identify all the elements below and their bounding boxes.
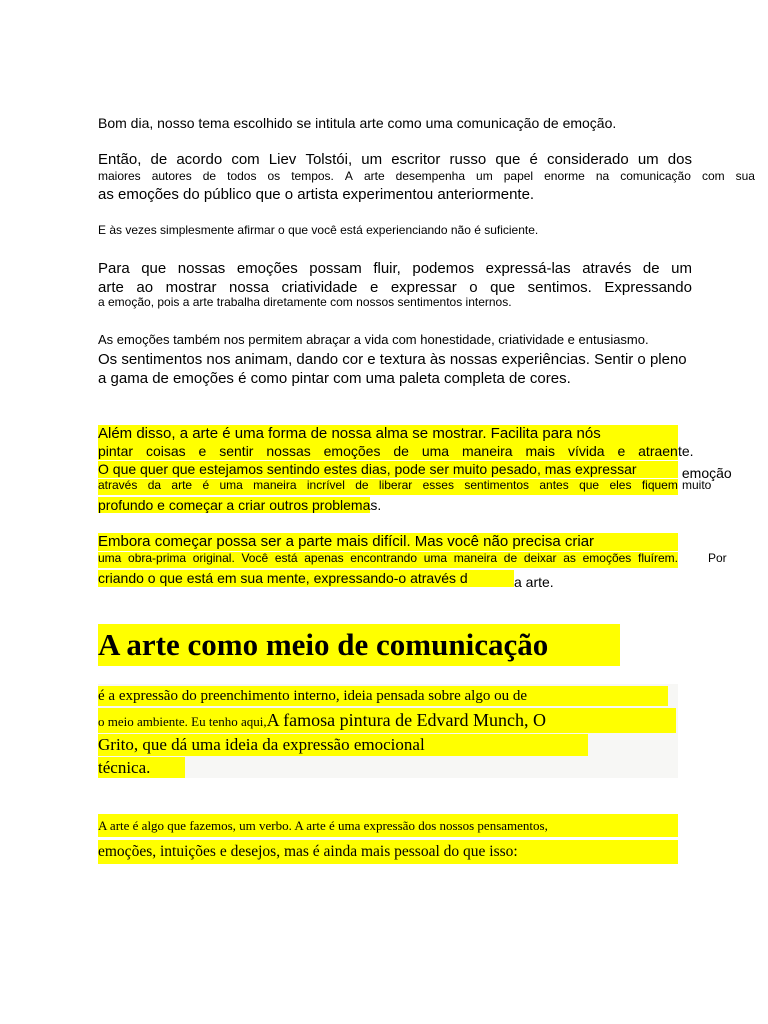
word: escritor: [391, 151, 441, 168]
word: emoções: [323, 443, 381, 459]
word: original.: [192, 551, 235, 565]
p5-line-4-highlight: [98, 479, 678, 495]
p4-line-2: Os sentimentos nos animam, dando cor e textura às nossas experiências. Sentir o pleno: [98, 351, 687, 368]
word: russo: [449, 151, 487, 168]
p8-line-1: [98, 814, 678, 837]
p5-line-3-text: O que quer que estejamos sentindo estes dias, pode ser muito pesado, mas expressar: [98, 461, 678, 478]
p5-line-3: [98, 461, 738, 481]
word: de: [202, 169, 217, 183]
word: Então,: [98, 151, 142, 168]
p8-line-2: [98, 840, 678, 864]
word: sentimos.: [527, 279, 592, 296]
word: maneira: [461, 443, 513, 459]
word: podemos: [412, 260, 475, 277]
word: com: [701, 169, 725, 183]
intro-paragraph: Bom dia, nosso tema escolhido se intitula arte como uma comunicação de emoção.: [98, 115, 617, 131]
word: emoções: [236, 260, 298, 277]
word: da: [147, 478, 162, 492]
p6-line-3: [98, 570, 554, 590]
p5-line-1: [98, 425, 678, 443]
word: expressá-las: [485, 260, 571, 277]
p6-line-1: [98, 533, 678, 551]
p7-line-4: [98, 757, 185, 778]
p4-line-1: As emoções também nos permitem abraçar a vida com honestidade, criatividade e entusiasmo.: [98, 332, 649, 347]
word: vívida: [567, 443, 605, 459]
p5-line-5: [98, 497, 381, 514]
p4-line-3: a gama de emoções é como pintar com uma paleta completa de cores.: [98, 370, 571, 387]
word: criatividade: [281, 279, 358, 296]
word: eles: [609, 478, 632, 492]
word: um: [361, 151, 383, 168]
word: pintar: [98, 443, 134, 459]
word: através: [98, 478, 138, 492]
word: um: [637, 151, 659, 168]
word: comunicação: [620, 169, 691, 183]
word: incrível: [306, 478, 345, 492]
word: atraen: [638, 443, 678, 459]
word: que: [141, 260, 167, 277]
word: e: [369, 279, 379, 296]
word: está: [274, 551, 298, 565]
word: papel: [503, 169, 534, 183]
word: obra-prima: [128, 551, 187, 565]
word: arte: [98, 279, 124, 296]
word: com: [231, 151, 260, 168]
p3-line-1: [98, 260, 692, 277]
word: de: [503, 551, 518, 565]
word: desempenha: [395, 169, 466, 183]
p5-line-1-text: Além disso, a arte é uma forma de nossa alma se mostrar. Facilita para nós: [98, 425, 601, 442]
word: dos: [667, 151, 692, 168]
word: uma: [98, 551, 122, 565]
word: Expressando: [604, 279, 692, 296]
word: Liev: [268, 151, 297, 168]
p7-line-2: [98, 708, 676, 733]
word: liberar: [378, 478, 413, 492]
p2-paragraph: E às vezes simplesmente afirmar o que você está experienciando não é suficiente.: [98, 223, 539, 237]
word: um: [671, 260, 692, 277]
word: A: [344, 169, 353, 183]
word: de: [355, 478, 369, 492]
word: maneira: [453, 551, 498, 565]
word: ao: [136, 279, 154, 296]
section-heading: [98, 624, 620, 666]
word: e: [198, 443, 207, 459]
p5-line-5-text: profundo e começar a criar outros problema: [98, 497, 371, 513]
word: encontrando: [350, 551, 418, 565]
word: Para: [98, 260, 130, 277]
word: considerado: [546, 151, 629, 168]
p5-line-2-highlight: [98, 443, 678, 460]
word: fluir,: [373, 260, 401, 277]
word: na: [595, 169, 610, 183]
p5-line-4-tail: muito: [682, 478, 712, 492]
word: é: [202, 478, 210, 492]
word: expressar: [390, 279, 457, 296]
p6-line-1-text: Embora começar possa ser a parte mais difícil. Mas você não precisa criar: [98, 533, 595, 550]
word: fiquem: [641, 478, 678, 492]
p1-line-3: as emoções do público que o artista experimentou anteriormente.: [98, 186, 535, 203]
p5-line-3-tail: emoção: [678, 465, 732, 481]
word: através: [582, 260, 632, 277]
word: antes: [539, 478, 569, 492]
word: um: [476, 169, 493, 183]
word: é: [529, 151, 538, 168]
p6-line-3-text: criando o que está em sua mente, expressando-o através d: [98, 570, 514, 587]
word: Tolstói,: [305, 151, 353, 168]
p7-line-3-text: Grito, que dá uma ideia da expressão emocional: [98, 735, 425, 754]
p7-line-3: [98, 734, 588, 756]
word: tempos.: [291, 169, 334, 183]
word: nossas: [266, 443, 311, 459]
word: que: [579, 478, 600, 492]
p5-line-4: [98, 479, 710, 495]
word: acordo: [176, 151, 223, 168]
word: sentir: [219, 443, 254, 459]
word: uma: [421, 443, 450, 459]
word: deixar: [523, 551, 557, 565]
word: sua: [735, 169, 755, 183]
word: autores: [151, 169, 192, 183]
word: todos: [227, 169, 257, 183]
word: esses: [422, 478, 454, 492]
p1-line-1: [98, 151, 692, 168]
p7-line-2-text-a: o meio ambiente. Eu tenho aqui,: [98, 714, 267, 729]
p6-line-2-tail: Por: [708, 551, 727, 565]
p5-line-2-tail: te.: [678, 443, 694, 459]
word: maiores: [98, 169, 141, 183]
word: apenas: [304, 551, 344, 565]
word: de: [150, 151, 168, 168]
p6-line-2: [98, 552, 730, 568]
section-heading-text: A arte como meio de comunicação: [98, 627, 549, 662]
word: e: [617, 443, 626, 459]
word: possam: [309, 260, 362, 277]
word: uma: [219, 478, 243, 492]
p6-line-3-tail: a arte.: [514, 574, 554, 590]
word: uma: [423, 551, 448, 565]
p8-line-1-text: A arte é algo que fazemos, um verbo. A arte é uma expressão dos nossos pensamentos,: [98, 818, 548, 833]
word: enorme: [544, 169, 585, 183]
word: nossa: [228, 279, 270, 296]
word: que: [490, 279, 516, 296]
p7-line-2-text-b: A famosa pintura de Edvard Munch, O: [266, 710, 547, 730]
word: maneira: [253, 478, 297, 492]
word: que: [495, 151, 521, 168]
p1-line-2: [98, 170, 755, 184]
word: fluírem.: [637, 551, 678, 565]
word: de: [393, 443, 409, 459]
word: emoções: [582, 551, 632, 565]
word: nossas: [177, 260, 226, 277]
p5-line-5-tail: s.: [370, 497, 382, 513]
p5-line-2: [98, 443, 700, 460]
word: mais: [525, 443, 556, 459]
p7-line-1: [98, 686, 668, 706]
word: mostrar: [165, 279, 217, 296]
word: arte: [171, 478, 193, 492]
p8-line-2-text: emoções, intuições e desejos, mas é ainda mais pessoal do que isso:: [98, 843, 518, 860]
word: coisas: [145, 443, 186, 459]
p7-line-4-text: técnica.: [98, 758, 151, 777]
word: de: [642, 260, 660, 277]
p3-line-3: a emoção, pois a arte trabalha diretamente com nossos sentimentos internos.: [98, 295, 512, 309]
word: arte: [363, 169, 385, 183]
p3-line-2: [98, 279, 692, 296]
word: o: [469, 279, 478, 296]
p7-line-1-text: é a expressão do preenchimento interno, ideia pensada sobre algo ou de: [98, 688, 528, 704]
word: as: [563, 551, 576, 565]
word: sentimentos: [464, 478, 530, 492]
word: os: [267, 169, 281, 183]
word: Você: [241, 551, 269, 565]
p6-line-2-highlight: [98, 552, 678, 568]
